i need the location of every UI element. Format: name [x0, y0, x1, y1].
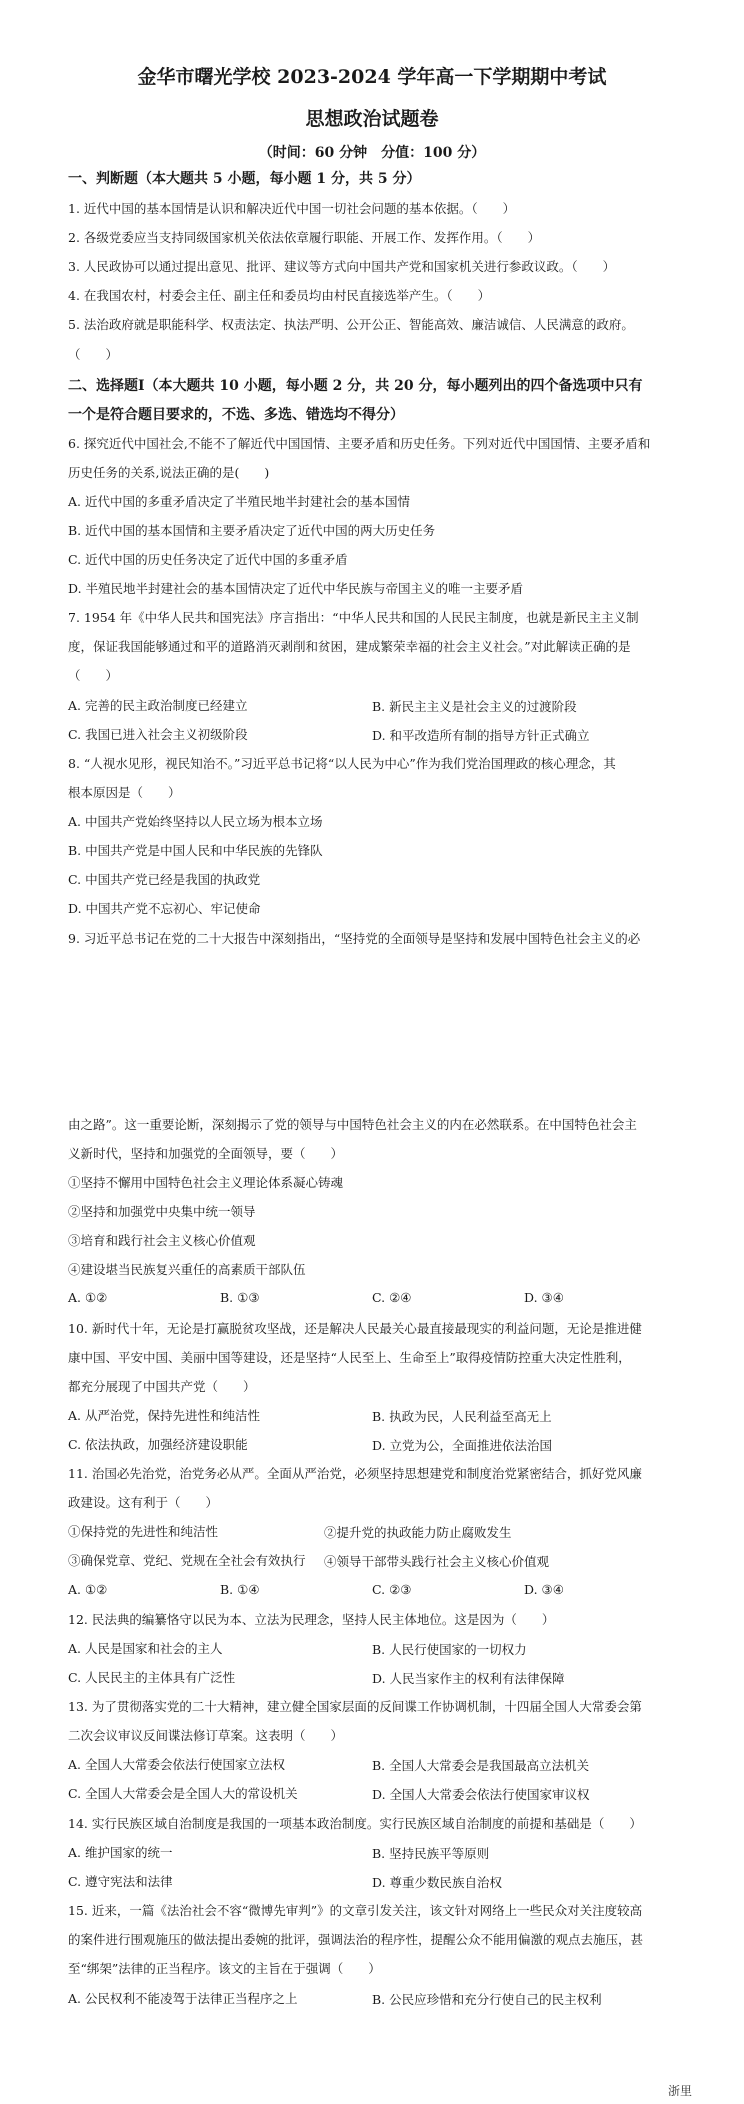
judge-q5-line1: 5. 法治政府就是职能科学、权责法定、执法严明、公开公正、智能高效、廉洁诚信、人民满意的政府。 — [68, 317, 634, 332]
q13-option-a: A. 全国人大常委会依法行使国家立法权 — [68, 1757, 285, 1772]
q11-item-3: ③确保党章、党纪、党规在全社会有效执行 — [68, 1553, 306, 1568]
q11-option-b: B. ①④ — [220, 1582, 260, 1597]
q9-option-d: D. ③④ — [524, 1290, 564, 1305]
section2-heading-line1: 二、选择题Ⅰ（本大题共 10 小题，每小题 2 分，共 20 分，每小题列出的四个备选项中只有 — [68, 378, 643, 394]
judge-q4: 4. 在我国农村，村委会主任、副主任和委员均由村民直接选举产生。（ ） — [68, 288, 491, 303]
q6-stem-line2: 历史任务的关系,说法正确的是( ) — [68, 465, 270, 480]
q6-option-c: C. 近代中国的历史任务决定了近代中国的多重矛盾 — [68, 552, 348, 567]
q10-option-c: C. 依法执政，加强经济建设职能 — [68, 1437, 248, 1452]
q8-stem-line1: 8. “人视水见形，视民知治不。”习近平总书记将“以人民为中心”作为我们党治国理政的核心理念，其 — [68, 756, 616, 771]
exam-meta: （时间：60 分钟 分值：100 分） — [258, 145, 486, 161]
q12-option-c: C. 人民民主的主体具有广泛性 — [68, 1670, 236, 1685]
footer-watermark: 浙里 — [667, 2084, 692, 2098]
q13-stem-line1: 13. 为了贯彻落实党的二十大精神，建立健全国家层面的反间谍工作协调机制，十四届全国人大常委会第 — [68, 1699, 642, 1714]
q13-stem-line2: 二次会议审议反间谍法修订草案。这表明（ ） — [68, 1728, 344, 1743]
exam-subject: 思想政治试题卷 — [305, 108, 439, 130]
q9-item-2: ②坚持和加强党中央集中统一领导 — [68, 1204, 256, 1219]
q14-option-c: C. 遵守宪法和法律 — [68, 1874, 173, 1889]
section1-heading: 一、判断题（本大题共 5 小题，每小题 1 分，共 5 分） — [68, 171, 421, 187]
q11-stem-line1: 11. 治国必先治党，治党务必从严。全面从严治党，必须坚持思想建党和制度治党紧密结合，抓好党风廉 — [68, 1466, 642, 1481]
q15-stem-line2: 的案件进行围观施压的做法提出委婉的批评，强调法治的程序性，提醒公众不能用偏激的观点去施压，甚 — [68, 1932, 644, 1947]
q10-option-a: A. 从严治党，保持先进性和纯洁性 — [68, 1408, 260, 1423]
q9-stem-line1: 9. 习近平总书记在党的二十大报告中深刻指出，“坚持党的全面领导是坚持和发展中国特色社会主义的必 — [68, 931, 641, 946]
judge-q3: 3. 人民政协可以通过提出意见、批评、建议等方式向中国共产党和国家机关进行参政议政。（ ） — [68, 259, 616, 274]
q15-option-b: B. 公民应珍惜和充分行使自己的民主权利 — [372, 1992, 602, 2007]
exam-title: 金华市曙光学校 2023-2024 学年高一下学期期中考试 — [137, 66, 607, 88]
q11-option-c: C. ②③ — [372, 1582, 412, 1597]
q7-option-a: A. 完善的民主政治制度已经建立 — [68, 698, 248, 713]
q13-option-b: B. 全国人大常委会是我国最高立法机关 — [372, 1758, 590, 1773]
q15-option-a: A. 公民权利不能凌驾于法律正当程序之上 — [68, 1991, 298, 2006]
q12-option-d: D. 人民当家作主的权利有法律保障 — [372, 1671, 565, 1686]
q8-option-d: D. 中国共产党不忘初心、牢记使命 — [68, 901, 261, 916]
q9-option-b: B. ①③ — [220, 1290, 260, 1305]
q11-option-d: D. ③④ — [524, 1582, 564, 1597]
q10-option-d: D. 立党为公，全面推进依法治国 — [372, 1438, 553, 1453]
q13-option-c: C. 全国人大常委会是全国人大的常设机关 — [68, 1786, 298, 1801]
q10-option-b: B. 执政为民，人民利益至高无上 — [372, 1409, 552, 1424]
q15-stem-line3: 至“绑架”法律的正当程序。该文的主旨在于强调（ ） — [68, 1961, 381, 1976]
q7-stem-line3: （ ） — [68, 668, 119, 683]
q8-option-a: A. 中国共产党始终坚持以人民立场为根本立场 — [68, 814, 323, 829]
q9-item-4: ④建设堪当民族复兴重任的高素质干部队伍 — [68, 1262, 306, 1277]
q12-option-b: B. 人民行使国家的一切权力 — [372, 1642, 527, 1657]
q11-stem-line2: 政建设。这有利于（ ） — [68, 1495, 219, 1510]
q14-option-a: A. 维护国家的统一 — [68, 1845, 173, 1860]
q13-option-d: D. 全国人大常委会依法行使国家审议权 — [372, 1787, 590, 1802]
q9-stem-line2: 由之路”。这一重要论断，深刻揭示了党的领导与中国特色社会主义的内在必然联系。在中国特色社会主 — [68, 1117, 637, 1132]
judge-q1: 1. 近代中国的基本国情是认识和解决近代中国一切社会问题的基本依据。（ ） — [68, 201, 516, 216]
q14-stem: 14. 实行民族区域自治制度是我国的一项基本政治制度。实行民族区域自治制度的前提和基础是（ ） — [68, 1816, 642, 1831]
q11-item-2: ②提升党的执政能力防止腐败发生 — [324, 1525, 512, 1540]
q9-item-1: ①坚持不懈用中国特色社会主义理论体系凝心铸魂 — [68, 1175, 344, 1190]
judge-q2: 2. 各级党委应当支持同级国家机关依法依章履行职能、开展工作、发挥作用。（ ） — [68, 230, 541, 245]
q8-stem-line2: 根本原因是（ ） — [68, 785, 181, 800]
q10-stem-line3: 都充分展现了中国共产党（ ） — [68, 1379, 256, 1394]
q9-stem-line3: 义新时代，坚持和加强党的全面领导，要（ ） — [68, 1146, 344, 1161]
judge-q5-line2: （ ） — [68, 347, 119, 362]
q8-option-b: B. 中国共产党是中国人民和中华民族的先锋队 — [68, 843, 323, 858]
q7-stem-line2: 度，保证我国能够通过和平的道路消灭剥削和贫困，建成繁荣幸福的社会主义社会。”对此解读正确的是 — [68, 639, 631, 654]
q7-stem-line1: 7. 1954 年《中华人民共和国宪法》序言指出：“中华人民共和国的人民民主制度，也就是新民主主义制 — [68, 610, 639, 625]
q14-option-d: D. 尊重少数民族自治权 — [372, 1875, 503, 1890]
q12-option-a: A. 人民是国家和社会的主人 — [68, 1641, 223, 1656]
q11-item-1: ①保持党的先进性和纯洁性 — [68, 1524, 219, 1539]
q11-item-4: ④领导干部带头践行社会主义核心价值观 — [324, 1554, 550, 1569]
q9-option-c: C. ②④ — [372, 1290, 412, 1305]
q7-option-c: C. 我国已进入社会主义初级阶段 — [68, 727, 248, 742]
q9-option-a: A. ①② — [68, 1290, 108, 1305]
q7-option-d: D. 和平改造所有制的指导方针正式确立 — [372, 728, 590, 743]
q6-option-a: A. 近代中国的多重矛盾决定了半殖民地半封建社会的基本国情 — [68, 494, 410, 509]
q14-option-b: B. 坚持民族平等原则 — [372, 1846, 490, 1861]
q15-stem-line1: 15. 近来，一篇《法治社会不容“微博先审判”》的文章引发关注，该文针对网络上一些民众对关注度较高 — [68, 1903, 643, 1918]
q9-item-3: ③培育和践行社会主义核心价值观 — [68, 1233, 256, 1248]
q10-stem-line1: 10. 新时代十年，无论是打赢脱贫攻坚战，还是解决人民最关心最直接最现实的利益问题，无论是推进健 — [68, 1321, 642, 1336]
q10-stem-line2: 康中国、平安中国、美丽中国等建设，还是坚持“人民至上、生命至上”取得疫情防控重大决定性胜利， — [68, 1350, 631, 1365]
q8-option-c: C. 中国共产党已经是我国的执政党 — [68, 872, 261, 887]
q7-option-b: B. 新民主主义是社会主义的过渡阶段 — [372, 699, 577, 714]
q12-stem: 12. 民法典的编纂恪守以民为本、立法为民理念，坚持人民主体地位。这是因为（ ） — [68, 1612, 555, 1627]
section2-heading-line2: 一个是符合题目要求的，不选、多选、错选均不得分） — [68, 407, 404, 423]
q6-option-b: B. 近代中国的基本国情和主要矛盾决定了近代中国的两大历史任务 — [68, 523, 436, 538]
q6-option-d: D. 半殖民地半封建社会的基本国情决定了近代中华民族与帝国主义的唯一主要矛盾 — [68, 581, 524, 596]
q11-option-a: A. ①② — [68, 1582, 108, 1597]
q6-stem-line1: 6. 探究近代中国社会,不能不了解近代中国国情、主要矛盾和历史任务。下列对近代中国国情、主要矛盾和 — [68, 436, 651, 451]
